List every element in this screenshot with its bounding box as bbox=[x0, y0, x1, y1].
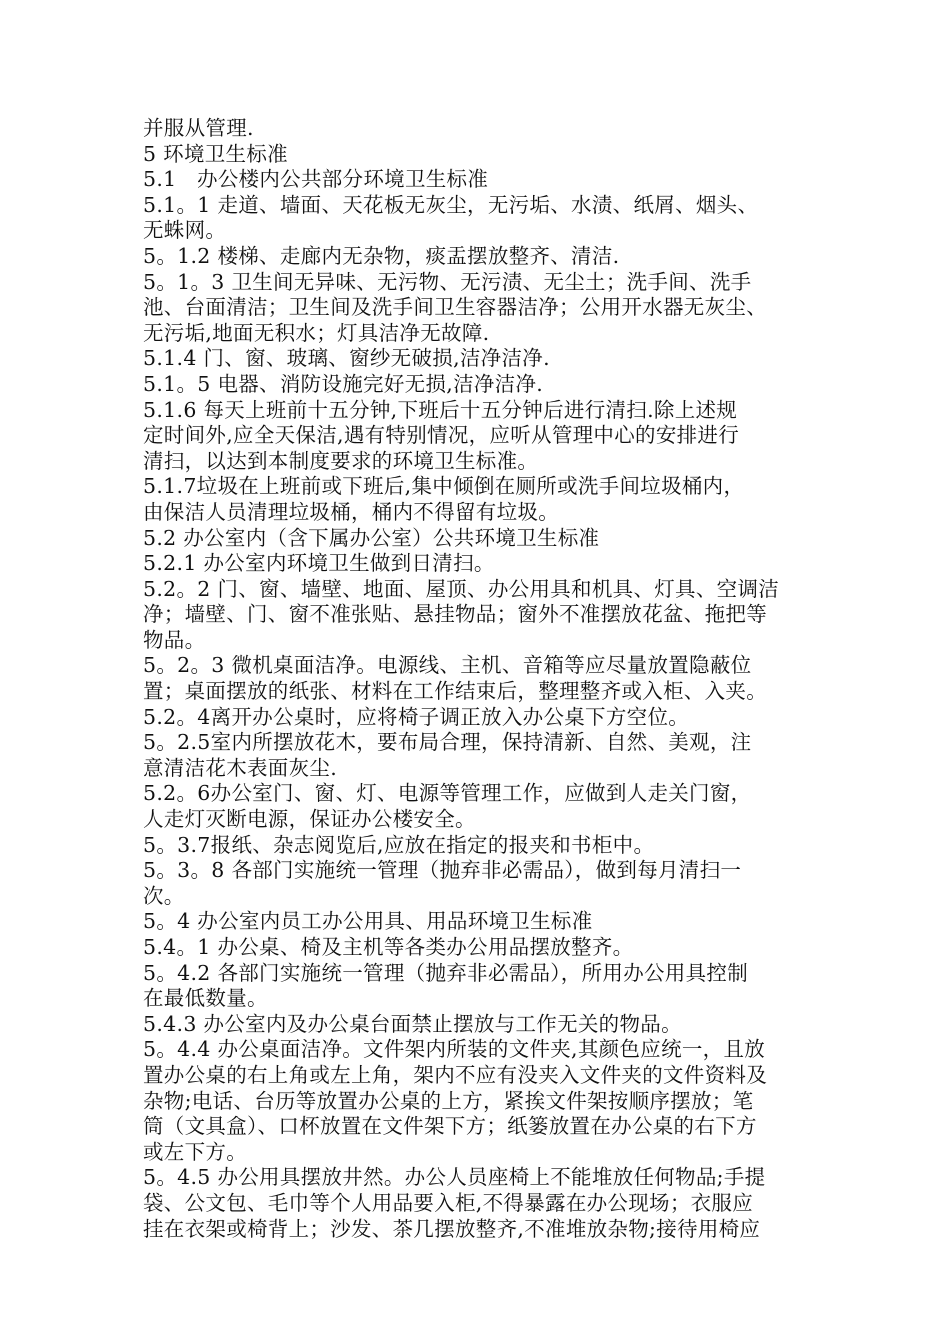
text-line: 5.1 办公楼内公共部分环境卫生标准 bbox=[143, 167, 489, 192]
text-line: 5。4 办公室内员工办公用具、用品环境卫生标准 bbox=[143, 909, 593, 934]
text-line: 5。3.7报纸、杂志阅览后,应放在指定的报夹和书柜中。 bbox=[143, 832, 655, 857]
text-line: 无污垢,地面无积水；灯具洁净无故障. bbox=[143, 320, 490, 345]
text-line: 并服从管理. bbox=[143, 116, 254, 140]
text-line: 由保洁人员清理垃圾桶，桶内不得留有垃圾。 bbox=[143, 499, 559, 524]
text-line: 5.1.4 门、窗、玻璃、窗纱无破损,洁净洁净. bbox=[143, 346, 550, 371]
text-line: 5.1。1 走道、墙面、天花板无灰尘，无污垢、水渍、纸屑、烟头、 bbox=[143, 192, 759, 217]
text-line: 5。1.2 楼梯、走廊内无杂物，痰盂摆放整齐、清洁. bbox=[143, 243, 620, 268]
text-line: 5.2.1 办公室内环境卫生做到日清扫。 bbox=[143, 551, 495, 576]
text-line: 袋、公文包、毛巾等个人用品要入柜,不得暴露在办公现场；衣服应 bbox=[143, 1190, 754, 1215]
text-line: 筒（文具盒）、口杯放置在文件架下方；纸篓放置在办公桌的右下方 bbox=[143, 1114, 757, 1139]
text-line: 置；桌面摆放的纸张、材料在工作结束后，整理整齐或入柜、入夹。 bbox=[143, 679, 767, 704]
text-line: 5.4.3 办公室内及办公桌台面禁止摆放与工作无关的物品。 bbox=[143, 1011, 682, 1036]
text-line: 5。4.2 各部门实施统一管理（抛弃非必需品），所用办公用具控制 bbox=[143, 960, 749, 985]
text-line: 5.2。2 门、窗、墙壁、地面、屋顶、办公用具和机具、灯具、空调洁 bbox=[143, 576, 780, 601]
text-line: 5.2。4离开办公桌时，应将椅子调正放入办公桌下方空位。 bbox=[143, 704, 690, 729]
text-line: 池、台面清洁；卫生间及洗手间卫生容器洁净；公用开水器无灰尘、 bbox=[143, 295, 767, 320]
text-line: 意清洁花木表面灰尘. bbox=[143, 755, 338, 780]
text-line: 5。2.5室内所摆放花木，要布局合理，保持清新、自然、美观，注 bbox=[143, 730, 752, 755]
document-body bbox=[143, 116, 815, 1242]
text-line: 5。3。8 各部门实施统一管理（抛弃非必需品），做到每月清扫一 bbox=[143, 858, 742, 883]
text-line: 置办公桌的右上角或左上角，架内不应有没夹入文件夹的文件资料及 bbox=[143, 1062, 767, 1087]
text-line: 5.4。1 办公桌、椅及主机等各类办公用品摆放整齐。 bbox=[143, 935, 634, 959]
text-line: 5。2。3 微机桌面洁净。电源线、主机、音箱等应尽量放置隐蔽位 bbox=[143, 653, 752, 678]
text-line: 5。1。3 卫生间无异味、无污物、无污渍、无尘土；洗手间、洗手 bbox=[143, 269, 752, 294]
text-line: 净；墙壁、门、窗不准张贴、悬挂物品；窗外不准摆放花盆、拖把等 bbox=[143, 602, 767, 627]
text-line: 5。4.4 办公桌面洁净。文件架内所装的文件夹,其颜色应统一，且放 bbox=[143, 1037, 766, 1062]
text-line: 定时间外,应全天保洁,遇有特别情况，应听从管理中心的安排进行 bbox=[143, 423, 740, 448]
text-line: 在最低数量。 bbox=[143, 986, 268, 1011]
text-line: 清扫，以达到本制度要求的环境卫生标准。 bbox=[143, 448, 539, 473]
text-line: 5.2 办公室内（含下属办公室）公共环境卫生标准 bbox=[143, 525, 600, 550]
text-line: 无蛛网。 bbox=[143, 218, 227, 243]
text-line: 次。 bbox=[143, 883, 185, 908]
text-line: 物品。 bbox=[143, 627, 206, 652]
text-line: 5.2。6办公室门、窗、灯、电源等管理工作，应做到人走关门窗， bbox=[143, 781, 752, 806]
text-line: 挂在衣架或椅背上；沙发、茶几摆放整齐,不准堆放杂物;接待用椅应 bbox=[143, 1216, 761, 1241]
text-line: 5 环境卫生标准 bbox=[143, 141, 288, 166]
text-line: 杂物;电话、台历等放置办公桌的上方，紧挨文件架按顺序摆放；笔 bbox=[143, 1088, 754, 1113]
text-line: 或左下方。 bbox=[143, 1139, 247, 1164]
text-line: 人走灯灭断电源，保证办公楼安全。 bbox=[143, 807, 476, 832]
text-line: 5.1.6 每天上班前十五分钟,下班后十五分钟后进行清扫.除上述规 bbox=[143, 397, 738, 422]
text-line: 5.1。5 电器、消防设施完好无损,洁净洁净. bbox=[143, 371, 544, 396]
text-line: 5.1.7垃圾在上班前或下班后,集中倾倒在厕所或洗手间垃圾桶内， bbox=[143, 474, 745, 499]
text-line: 5。4.5 办公用具摆放井然。办公人员座椅上不能堆放任何物品;手提 bbox=[143, 1165, 766, 1190]
